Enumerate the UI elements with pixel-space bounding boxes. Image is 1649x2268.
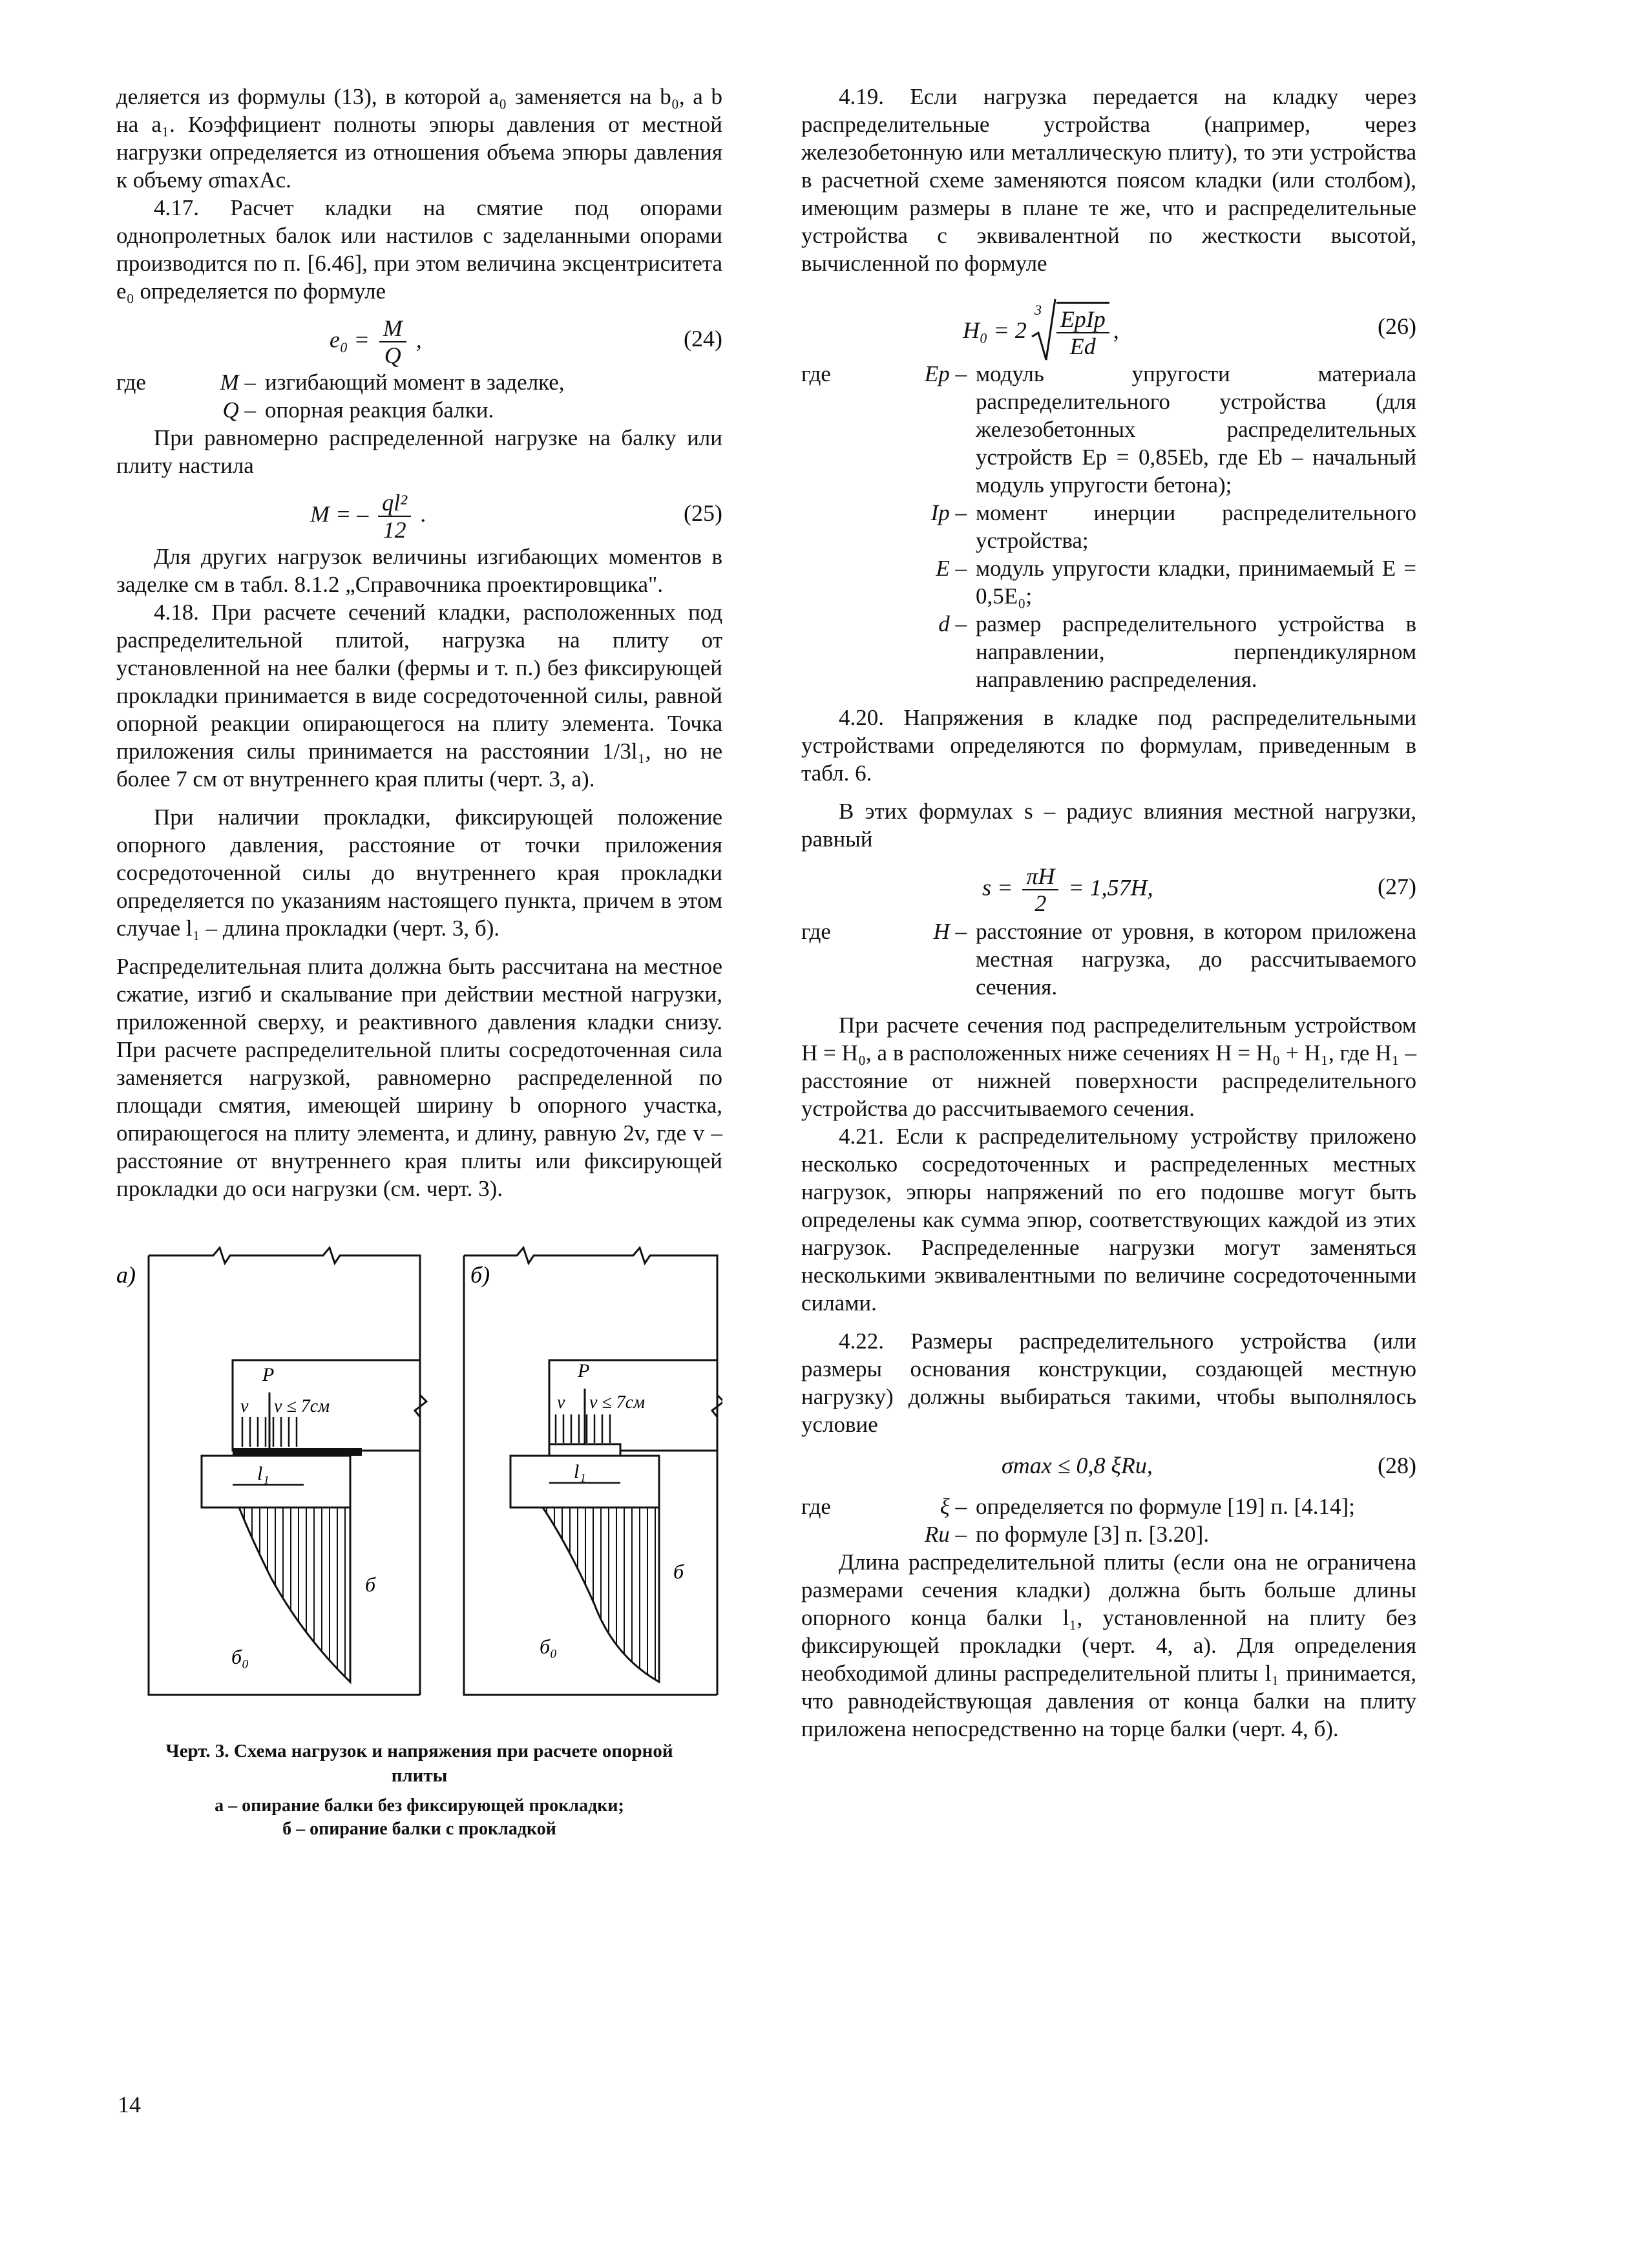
where-description: расстояние от уровня, в котором приложена местная нагрузка, до рассчитываемого сечения.	[976, 919, 1416, 1000]
right-column	[801, 83, 1416, 1743]
fraction-numerator: ql²	[378, 490, 411, 517]
where-list-26	[801, 360, 1416, 693]
equation-tail: ,	[415, 326, 422, 353]
where-description: опорная реакция балки.	[265, 397, 494, 423]
fraction-denominator: Ed	[1069, 333, 1096, 359]
where-description: по формуле [3] п. [3.20].	[976, 1522, 1210, 1547]
equation-28	[801, 1441, 1416, 1493]
paragraph: Распределительная плита должна быть рассчитана на местное сжатие, изгиб и скалывание при действии местной нагрузки, приложенной сверху, и реактивного давления кладки снизу. При расчете распределительной плиты сосредоточенная сила заменяется нагрузкой, равномерно распределенной по площади смятия, имеющей ширину b опорного участка, опирающегося на плиту элемента, и длину, равную 2v, где v – расстояние от внутреннего края плиты или фиксирующей прокладки до оси нагрузки (см. черт. 3).	[116, 954, 722, 1201]
fraction-denominator: 12	[383, 517, 406, 543]
equation-number: (27)	[1378, 874, 1416, 899]
where-label	[801, 499, 898, 554]
equation-number: (28)	[1378, 1453, 1416, 1478]
paragraph: При наличии прокладки, фиксирующей положение опорного давления, расстояние от точки приложения сосредоточенной силы до внутреннего края прокладки определяется по указаниям настоящего пункта, причем в этом случае l₁ – длина прокладки (черт. 3, б).	[116, 804, 722, 941]
page-number: 14	[118, 2092, 141, 2117]
fraction-numerator: M	[379, 315, 406, 342]
equation-number: (26)	[1378, 313, 1416, 339]
equation-expression: σmax ≤ 0,8 ξRu,	[1002, 1453, 1153, 1478]
paragraph: При равномерно распределенной нагрузке на балку или плиту настила	[116, 425, 722, 478]
where-label: где	[801, 919, 831, 944]
equation-25	[116, 483, 722, 543]
equation-tail: ,	[1113, 317, 1119, 343]
figure-panel-a	[116, 1248, 426, 1695]
equation-lhs: s =	[982, 874, 1013, 901]
equation-number: (24)	[684, 326, 722, 352]
where-symbol: Ep –	[924, 361, 967, 386]
where-label	[801, 1520, 898, 1548]
equation-number: (25)	[684, 500, 722, 526]
where-label	[116, 396, 193, 424]
where-symbol: d –	[938, 611, 967, 636]
left-column	[116, 83, 722, 1841]
dim-label: v	[240, 1396, 249, 1416]
figure-3	[116, 1243, 722, 1841]
paragraph-4-17: 4.17. Расчет кладки на смятие под опорами однопролетных балок или настилов с заделанными опорами производится по п. [6.46], при этом величина эксцентриситета e₀ определяется по формуле	[116, 195, 722, 304]
where-symbol: ξ –	[940, 1494, 967, 1519]
cube-root-sign	[1031, 298, 1056, 362]
equation-tail: = 1,57H,	[1068, 874, 1153, 901]
where-label: где	[116, 370, 146, 395]
where-description: модуль упругости кладки, принимаемый E = 0,5E₀;	[976, 556, 1416, 609]
equation-tail: .	[421, 501, 427, 527]
where-description: момент инерции распределительного устройства;	[976, 500, 1416, 553]
where-label	[801, 610, 898, 693]
figure-caption-b: б – опирание балки с прокладкой	[282, 1819, 556, 1839]
where-description: изгибающий момент в заделке,	[265, 370, 565, 395]
stress-label: б	[673, 1560, 684, 1583]
fraction-denominator: 2	[1035, 890, 1047, 916]
dim-limit-label: v ≤ 7см	[589, 1392, 646, 1412]
where-label	[801, 554, 898, 610]
where-description: модуль упругости материала распределительного устройства (для железобетонных распределительных устройств Ep = 0,85Eb, где Eb – начальный модуль упругости бетона);	[976, 361, 1416, 498]
dim-limit-label: v ≤ 7см	[274, 1396, 330, 1416]
panel-label-b: б)	[470, 1262, 490, 1288]
fraction-numerator: πH	[1022, 863, 1058, 890]
equation-lhs: H₀ = 2	[963, 317, 1027, 343]
figure-caption: Черт. 3. Схема нагрузок и напряжения при расчете опорной плиты	[165, 1741, 673, 1786]
paragraph-4-19: 4.19. Если нагрузка передается на кладку через распределительные устройства (например, через железобетонную или металлическую плиту), то эти устройства в расчетной схеме заменяются поясом кладки (или столбом), имеющим размеры в плане те же, что и распределительные устройства с эквивалентной по жесткости высотой, вычисленной по формуле	[801, 84, 1416, 276]
paragraph-4-22: 4.22. Размеры распределительного устройства (или размеры основания конструкции, создающей местную нагрузку) должны выбираться такими, чтобы выполнялось условие	[801, 1328, 1416, 1437]
where-list-24	[116, 368, 722, 424]
equation-lhs: e₀ =	[330, 326, 370, 353]
dim-label: v	[557, 1392, 565, 1412]
where-symbol: Q –	[222, 397, 256, 423]
paragraph: Длина распределительной плиты (если она не ограничена размерами сечения кладки) должна быть больше длины опорного конца балки l₁, установленной на плиту без фиксирующей прокладки (черт. 4, а). Для определения необходимой длины распределительной плиты l₁ принимается, что равнодействующая давления от конца балки на плиту приложена непосредственно на торце балки (черт. 4, б).	[801, 1549, 1416, 1741]
root-index: 3	[1034, 302, 1042, 318]
paragraph-4-20: 4.20. Напряжения в кладке под распределительными устройствами определяются по формулам, приведенным в табл. 6.	[801, 705, 1416, 786]
stress-label: б	[365, 1573, 376, 1596]
where-symbol: Ip –	[930, 500, 967, 525]
stress-diagram	[239, 1507, 350, 1682]
paragraph-4-21: 4.21. Если к распределительному устройству приложено несколько сосредоточенных и распределенных местных нагрузок, эпюры напряжений по его подошве могут быть определены как сумма эпюр, соответствующих каждой из этих нагрузок. Распределенные нагрузки могут заменяться несколькими эквивалентными по величине сосредоточенными силами.	[801, 1124, 1416, 1316]
fraction-denominator: Q	[384, 342, 401, 368]
bearing-strip	[233, 1448, 362, 1456]
equation-26	[801, 284, 1416, 360]
paragraph: деляется из формулы (13), в которой a₀ заменяется на b₀, а b на a₁. Коэффициент полноты эпюры давления от местной нагрузки определяется из отношения объема эпюры давления к объему σmaxAc.	[116, 84, 722, 193]
paragraph: При расчете сечения под распределительным устройством H = H₀, а в расположенных ниже сечениях H = H₀ + H₁, где H₁ – расстояние от нижней поверхности распределительного устройства до рассчитываемого сечения.	[801, 1013, 1416, 1121]
where-label: где	[801, 1494, 831, 1519]
distribution-plate	[202, 1456, 350, 1507]
stress-zero-label: б₀	[231, 1645, 249, 1668]
where-description: размер распределительного устройства в направлении, перпендикулярном направлению распределения.	[976, 611, 1416, 692]
paragraph-4-18: 4.18. При расчете сечений кладки, расположенных под распределительной плитой, нагрузка на плиту от установленной на нее балки (фермы и т. п.) без фиксирующей прокладки принимается в виде сосредоточенной силы, равной опорной реакции опирающегося на плиту элемента. Точка приложения силы принимается на расстоянии 1/3l₁, но не более 7 см от внутреннего края плиты (черт. 3, а).	[116, 600, 722, 792]
figure-caption-a: а – опирание балки без фиксирующей прокладки;	[215, 1796, 624, 1816]
figure-panel-b	[464, 1248, 722, 1695]
fraction-numerator: EpIp	[1056, 306, 1109, 333]
where-symbol: E –	[936, 556, 967, 581]
where-list-27	[801, 918, 1416, 1001]
length-label: l₁	[257, 1463, 269, 1484]
where-symbol: H –	[933, 919, 967, 944]
panel-label-a: а)	[116, 1262, 136, 1288]
paragraph: Для других нагрузок величины изгибающих моментов в заделке см в табл. 8.1.2 „Справочника проектировщика".	[116, 544, 722, 597]
where-symbol: M –	[220, 370, 256, 395]
length-label: l₁	[574, 1461, 586, 1482]
paragraph: В этих формулах s – радиус влияния местной нагрузки, равный	[801, 799, 1416, 852]
load-label: P	[578, 1360, 590, 1381]
fixing-pad	[549, 1444, 620, 1456]
load-label: P	[262, 1364, 275, 1385]
equation-lhs: M = –	[310, 501, 369, 527]
equation-24	[116, 309, 722, 368]
where-description: определяется по формуле [19] п. [4.14];	[976, 1494, 1355, 1519]
where-list-28	[801, 1493, 1416, 1548]
where-label: где	[801, 361, 831, 386]
equation-27	[801, 856, 1416, 918]
where-symbol: Ru –	[924, 1522, 967, 1547]
stress-zero-label: б₀	[540, 1635, 558, 1658]
figure-3-drawing	[116, 1243, 722, 1714]
stress-diagram	[543, 1507, 659, 1682]
